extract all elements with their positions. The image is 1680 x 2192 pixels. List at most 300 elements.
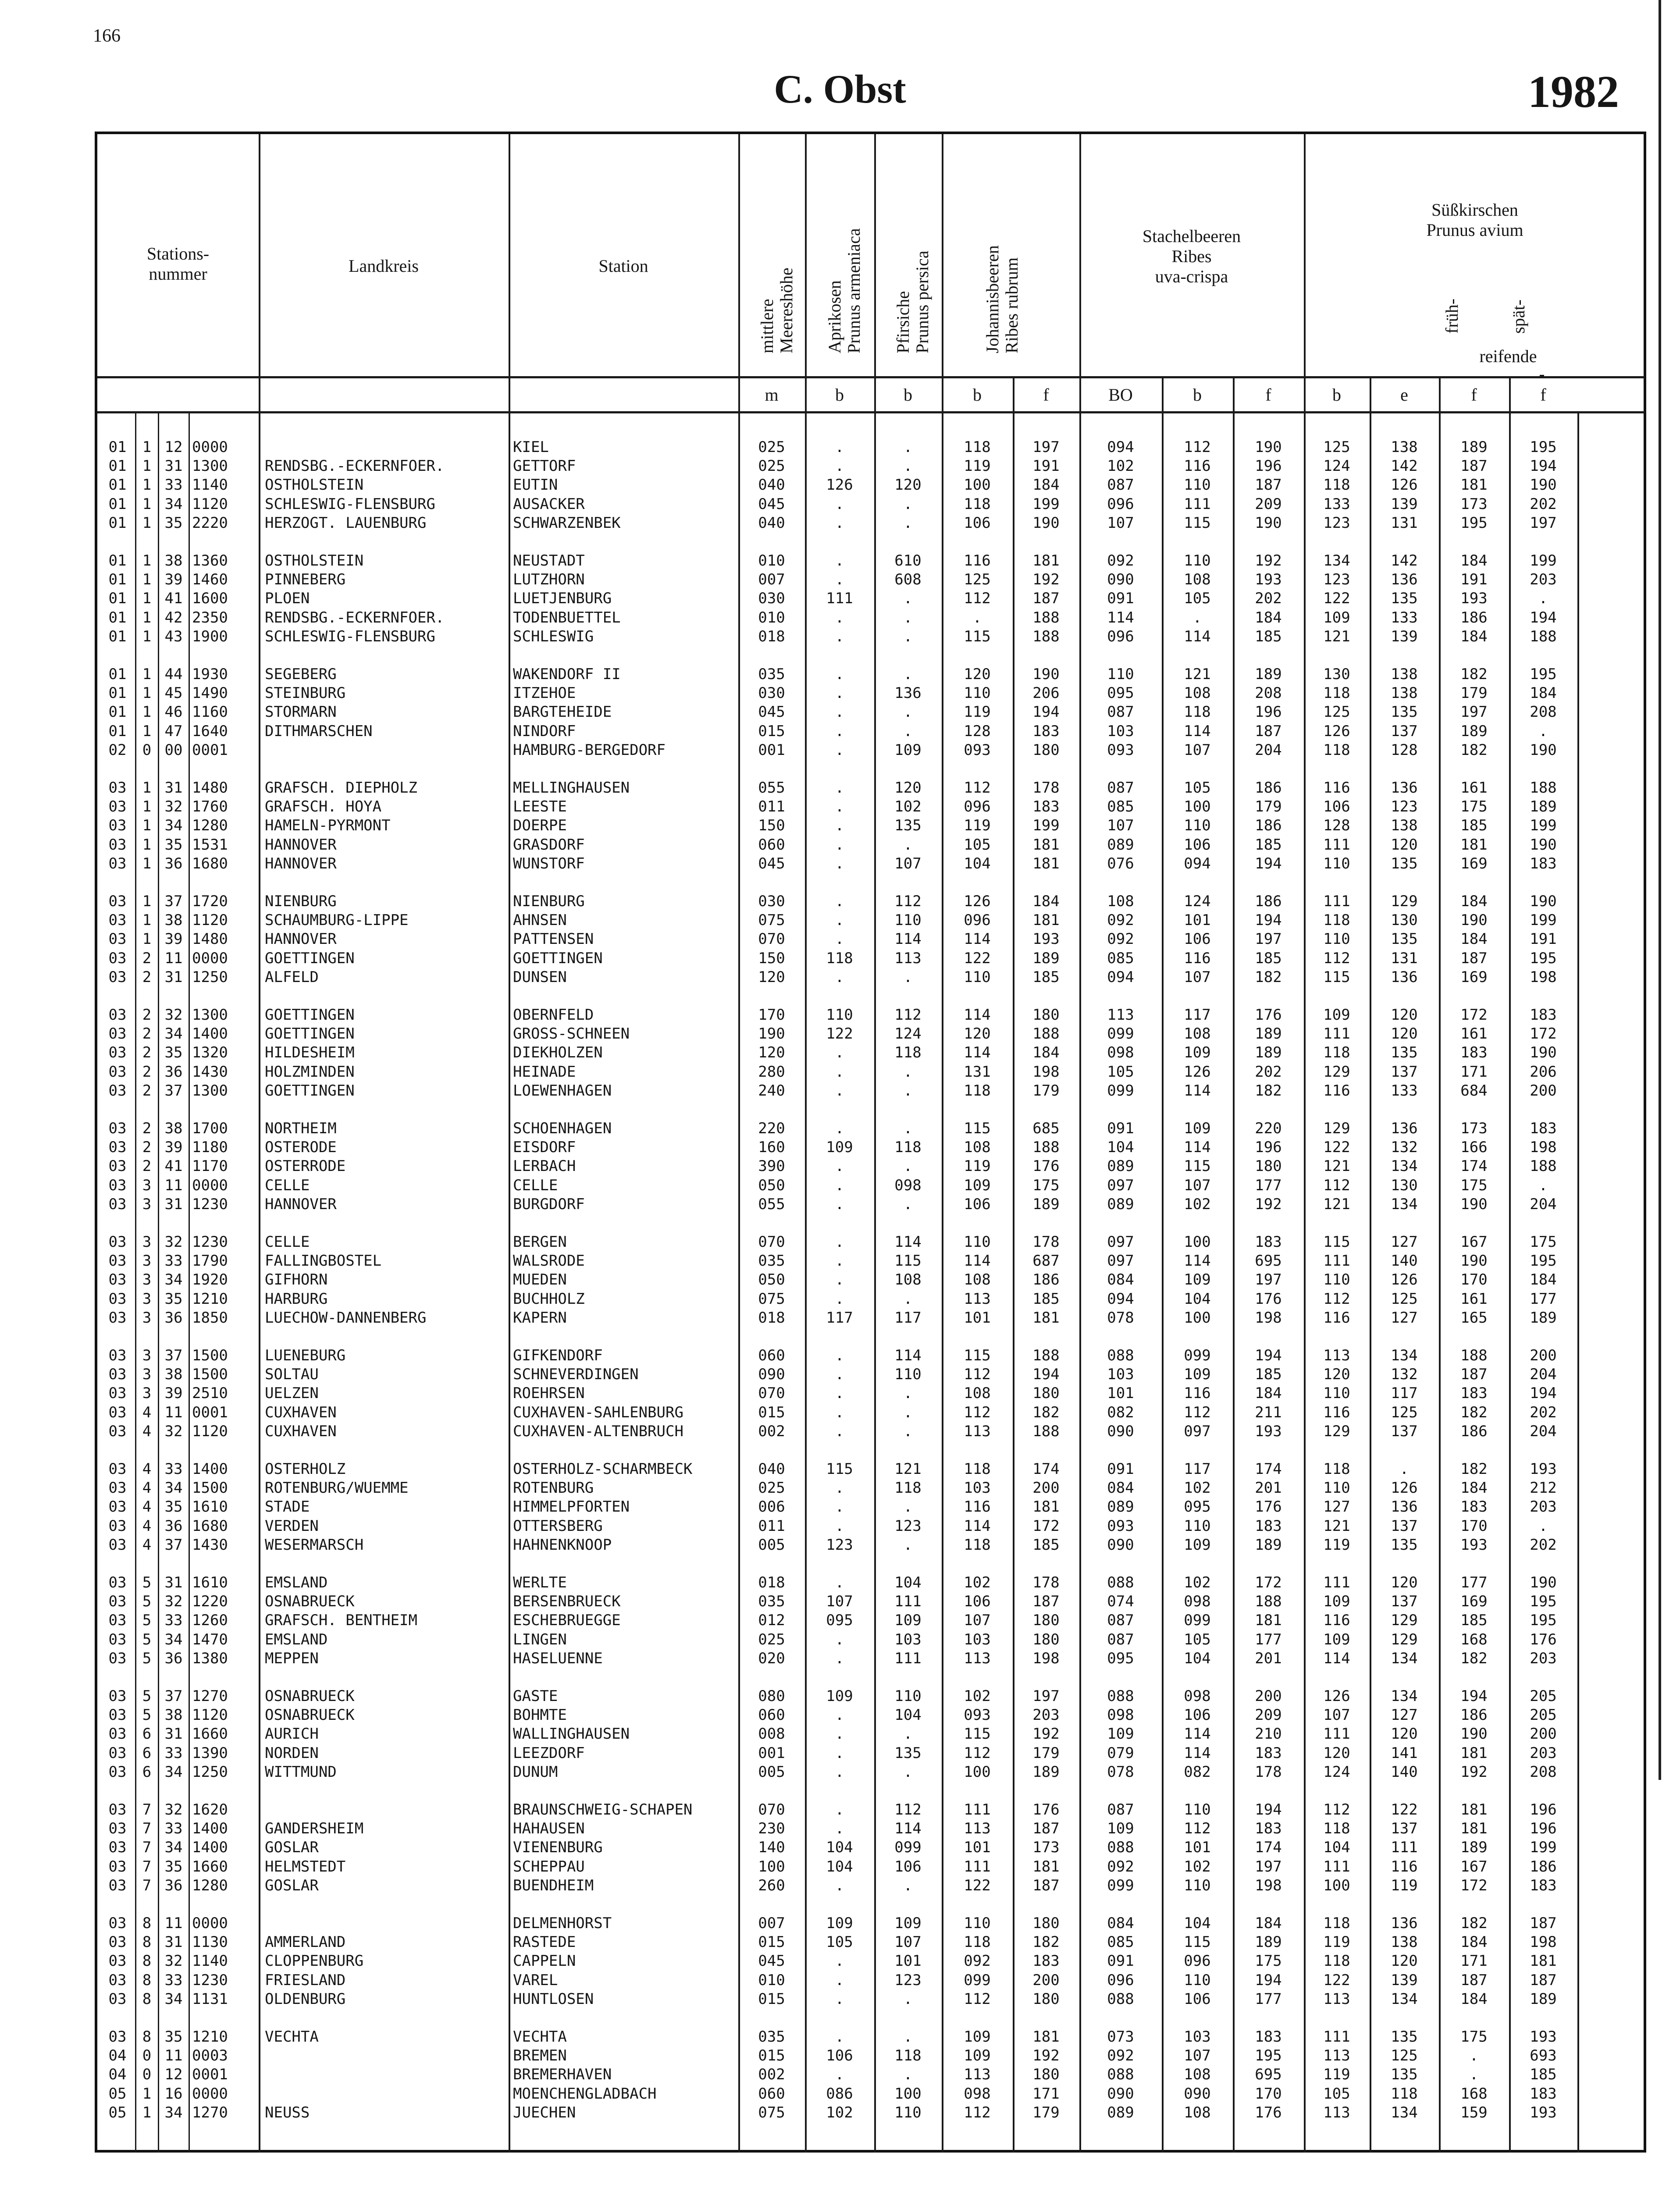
cell-kirsch-e: 137: [1391, 1517, 1418, 1535]
cell-aprikosen: 118: [826, 949, 853, 967]
cell-bezirk: 3: [142, 1195, 152, 1213]
cell-land: 03: [108, 817, 127, 835]
cell-stachel-f: 183: [1255, 1820, 1282, 1838]
cell-stachel-bo: 088: [1107, 1839, 1134, 1857]
cell-land: 03: [108, 1536, 127, 1554]
cell-land: 03: [108, 1044, 127, 1062]
cell-kirsch-b: 120: [1323, 1366, 1350, 1384]
cell-spaet-f: 190: [1530, 1044, 1557, 1062]
cell-aprikosen: .: [835, 1252, 844, 1270]
cell-johannis-f: 198: [1032, 1063, 1060, 1081]
cell-pfirsiche: 112: [894, 1801, 922, 1818]
header-hoehe-2: Meereshöhe: [776, 267, 796, 353]
cell-pfirsiche: 110: [894, 1687, 922, 1705]
cell-stachel-f: 187: [1255, 722, 1282, 740]
cell-station: GASTE: [513, 1687, 558, 1705]
cell-frueh-f: 182: [1460, 1914, 1488, 1932]
cell-land: 03: [108, 1649, 127, 1667]
cell-stachel-bo: 090: [1107, 2085, 1134, 2103]
cell-stachel-bo: 088: [1107, 1574, 1134, 1591]
cell-nummer: 1400: [192, 1025, 228, 1043]
cell-land: 03: [108, 1422, 127, 1440]
cell-nummer: 1480: [192, 930, 228, 948]
cell-nummer: 1920: [192, 1271, 228, 1289]
cell-landkreis: HANNOVER: [265, 1195, 337, 1213]
cell-landkreis: GANDERSHEIM: [265, 1820, 364, 1838]
cell-hoehe: 120: [758, 1044, 785, 1062]
cell-kirsch-e: 120: [1391, 1574, 1418, 1591]
cell-stachel-bo: 096: [1107, 627, 1134, 645]
cell-johannis-f: 171: [1032, 2085, 1060, 2103]
cell-hoehe: 045: [758, 1952, 785, 1970]
cell-station: CUXHAVEN-ALTENBRUCH: [513, 1422, 683, 1440]
cell-frueh-f: 161: [1460, 779, 1488, 797]
cell-spaet-f: 203: [1530, 571, 1557, 589]
cell-johannis-f: 181: [1032, 1498, 1060, 1516]
cell-johannis-f: 197: [1032, 438, 1060, 456]
cell-johannis-b: 125: [964, 571, 991, 589]
cell-kreis: 11: [164, 2047, 183, 2065]
cell-stachel-bo: 098: [1107, 1044, 1134, 1062]
cell-nummer: 2510: [192, 1384, 228, 1402]
cell-hoehe: 040: [758, 1460, 785, 1478]
cell-kirsch-e: 134: [1391, 1347, 1418, 1364]
cell-pfirsiche: 104: [894, 1574, 922, 1591]
cell-stachel-b: 116: [1184, 457, 1211, 475]
cell-kirsch-b: 114: [1323, 1649, 1350, 1667]
cell-stachel-bo: 097: [1107, 1233, 1134, 1251]
cell-johannis-f: 190: [1032, 665, 1060, 683]
cell-kreis: 35: [164, 2028, 183, 2046]
cell-spaet-f: .: [1538, 722, 1548, 740]
cell-spaet-f: 200: [1530, 1082, 1557, 1100]
table-row: [97, 1611, 1644, 1630]
header-station: Station: [598, 256, 648, 276]
cell-kreis: 32: [164, 1006, 183, 1024]
cell-aprikosen: .: [835, 1063, 844, 1081]
cell-land: 05: [108, 2085, 127, 2103]
cell-johannis-f: 188: [1032, 627, 1060, 645]
cell-frueh-f: 181: [1460, 476, 1488, 494]
cell-station: BUCHHOLZ: [513, 1290, 585, 1308]
cell-kreis: 32: [164, 1801, 183, 1818]
table-row: [97, 1289, 1644, 1309]
cell-bezirk: 2: [142, 968, 152, 986]
cell-kirsch-b: 113: [1323, 1990, 1350, 2008]
cell-stachel-b: 104: [1184, 1914, 1211, 1932]
cell-pfirsiche: .: [903, 608, 913, 626]
header-aprikosen-1: Aprikosen: [825, 280, 844, 353]
cell-johannis-f: 187: [1032, 1820, 1060, 1838]
cell-bezirk: 3: [142, 1309, 152, 1327]
cell-frueh-f: 185: [1460, 817, 1488, 835]
cell-pfirsiche: .: [903, 1498, 913, 1516]
table-row: [97, 1251, 1644, 1270]
cell-kreis: 32: [164, 1593, 183, 1611]
cell-stachel-f: 185: [1255, 1366, 1282, 1384]
cell-station: HAHAUSEN: [513, 1820, 585, 1838]
cell-aprikosen: .: [835, 1176, 844, 1194]
cell-kreis: 34: [164, 1630, 183, 1648]
cell-stachel-f: 202: [1255, 590, 1282, 608]
table-row: [97, 1005, 1644, 1025]
cell-stachel-bo: 108: [1107, 893, 1134, 910]
cell-stachel-f: 183: [1255, 1744, 1282, 1762]
cell-station: DOERPE: [513, 817, 567, 835]
cell-pfirsiche: 113: [894, 949, 922, 967]
cell-spaet-f: 190: [1530, 836, 1557, 854]
cell-stachel-f: 175: [1255, 1952, 1282, 1970]
cell-aprikosen: .: [835, 1517, 844, 1535]
cell-aprikosen: 107: [826, 1593, 853, 1611]
cell-kreis: 11: [164, 1914, 183, 1932]
cell-landkreis: OSTHOLSTEIN: [265, 552, 364, 569]
cell-hoehe: 001: [758, 1744, 785, 1762]
cell-aprikosen: 126: [826, 476, 853, 494]
cell-station: OSTERHOLZ-SCHARMBECK: [513, 1460, 693, 1478]
cell-aprikosen: 109: [826, 1687, 853, 1705]
cell-kirsch-e: 129: [1391, 893, 1418, 910]
cell-frueh-f: 185: [1460, 1612, 1488, 1630]
table-frame: [95, 132, 1646, 2153]
cell-spaet-f: 193: [1530, 2103, 1557, 2121]
cell-spaet-f: 202: [1530, 1403, 1557, 1421]
table-row: [97, 627, 1644, 646]
cell-frueh-f: 175: [1460, 2028, 1488, 2046]
cell-hoehe: 150: [758, 817, 785, 835]
cell-kirsch-e: 138: [1391, 1933, 1418, 1951]
cell-land: 03: [108, 1687, 127, 1705]
cell-kirsch-e: 127: [1391, 1233, 1418, 1251]
cell-kirsch-e: 136: [1391, 968, 1418, 986]
cell-frueh-f: 183: [1460, 1498, 1488, 1516]
cell-aprikosen: 109: [826, 1914, 853, 1932]
cell-nummer: 1790: [192, 1252, 228, 1270]
cell-hoehe: 025: [758, 1479, 785, 1497]
cell-kirsch-e: 137: [1391, 722, 1418, 740]
cell-frueh-f: 183: [1460, 1384, 1488, 1402]
cell-pfirsiche: 608: [894, 571, 922, 589]
cell-stachel-f: 189: [1255, 1536, 1282, 1554]
cell-kirsch-b: 110: [1323, 1271, 1350, 1289]
cell-kirsch-e: 142: [1391, 457, 1418, 475]
cell-pfirsiche: 120: [894, 779, 922, 797]
cell-kreis: 12: [164, 438, 183, 456]
cell-kreis: 47: [164, 722, 183, 740]
cell-johannis-f: 188: [1032, 1025, 1060, 1043]
cell-landkreis: CELLE: [265, 1176, 310, 1194]
cell-johannis-b: 113: [964, 1649, 991, 1667]
cell-landkreis: GOSLAR: [265, 1876, 319, 1894]
cell-stachel-bo: 087: [1107, 1801, 1134, 1818]
cell-spaet-f: 185: [1530, 2066, 1557, 2084]
cell-frueh-f: 189: [1460, 722, 1488, 740]
cell-land: 03: [108, 1971, 127, 1989]
cell-stachel-b: 108: [1184, 2103, 1211, 2121]
cell-landkreis: NORTHEIM: [265, 1120, 337, 1137]
cell-landkreis: SOLTAU: [265, 1366, 319, 1384]
cell-johannis-f: 198: [1032, 1649, 1060, 1667]
header-stachelbeeren: Stachelbeeren Ribes uva-crispa: [1142, 226, 1241, 286]
cell-johannis-f: 187: [1032, 590, 1060, 608]
cell-spaet-f: 188: [1530, 1157, 1557, 1175]
table-row: [97, 1573, 1644, 1592]
cell-station: GROSS-SCHNEEN: [513, 1025, 630, 1043]
cell-frueh-f: 189: [1460, 438, 1488, 456]
table-row: [97, 1744, 1644, 1763]
cell-landkreis: SCHLESWIG-FLENSBURG: [265, 495, 435, 513]
cell-kreis: 37: [164, 1347, 183, 1364]
col-sep: [1304, 134, 1306, 411]
cell-kreis: 34: [164, 817, 183, 835]
cell-hoehe: 025: [758, 457, 785, 475]
cell-johannis-b: 109: [964, 2028, 991, 2046]
cell-station: MELLINGHAUSEN: [513, 779, 630, 797]
cell-johannis-f: 197: [1032, 1687, 1060, 1705]
cell-bezirk: 8: [142, 1990, 152, 2008]
cell-stachel-b: 107: [1184, 2047, 1211, 2065]
cell-kirsch-b: 129: [1323, 1120, 1350, 1137]
cell-spaet-f: 199: [1530, 1839, 1557, 1857]
cell-kirsch-b: 119: [1323, 1933, 1350, 1951]
unit-b: b: [1332, 385, 1341, 405]
cell-station: GOETTINGEN: [513, 949, 603, 967]
cell-stachel-f: 208: [1255, 684, 1282, 702]
cell-hoehe: 390: [758, 1157, 785, 1175]
cell-stachel-bo: 109: [1107, 1725, 1134, 1743]
cell-johannis-b: 106: [964, 514, 991, 532]
cell-bezirk: 0: [142, 741, 152, 759]
cell-hoehe: 060: [758, 1706, 785, 1724]
cell-johannis-b: 112: [964, 1744, 991, 1762]
table-row: [97, 1800, 1644, 1819]
cell-nummer: 1270: [192, 1687, 228, 1705]
cell-kreis: 16: [164, 2085, 183, 2103]
cell-spaet-f: 199: [1530, 817, 1557, 835]
cell-nummer: 1430: [192, 1536, 228, 1554]
cell-kreis: 31: [164, 968, 183, 986]
page-edge-line: [1659, 0, 1661, 1780]
cell-land: 03: [108, 893, 127, 910]
cell-johannis-f: 179: [1032, 1744, 1060, 1762]
table-row: [97, 1989, 1644, 2009]
cell-kreis: 32: [164, 798, 183, 816]
cell-kreis: 35: [164, 836, 183, 854]
cell-hoehe: 075: [758, 1290, 785, 1308]
cell-aprikosen: .: [835, 457, 844, 475]
cell-hoehe: 010: [758, 608, 785, 626]
cell-nummer: 1680: [192, 1517, 228, 1535]
cell-station: AHNSEN: [513, 911, 567, 929]
cell-hoehe: 018: [758, 1309, 785, 1327]
cell-spaet-f: .: [1538, 1176, 1548, 1194]
cell-stachel-bo: 094: [1107, 438, 1134, 456]
cell-nummer: 1300: [192, 1082, 228, 1100]
table-row: [97, 665, 1644, 684]
unit-b: b: [1193, 385, 1202, 405]
cell-kirsch-b: 124: [1323, 1763, 1350, 1781]
cell-land: 03: [108, 1933, 127, 1951]
cell-landkreis: HERZOGT. LAUENBURG: [265, 514, 427, 532]
cell-stachel-f: 190: [1255, 438, 1282, 456]
cell-johannis-b: 110: [964, 968, 991, 986]
cell-frueh-f: 172: [1460, 1876, 1488, 1894]
cell-stachel-b: 105: [1184, 779, 1211, 797]
cell-spaet-f: 693: [1530, 2047, 1557, 2065]
cell-johannis-f: 181: [1032, 854, 1060, 872]
cell-spaet-f: 183: [1530, 1006, 1557, 1024]
cell-frueh-f: 171: [1460, 1952, 1488, 1970]
cell-nummer: 1400: [192, 1839, 228, 1857]
cell-stachel-bo: 092: [1107, 911, 1134, 929]
cell-pfirsiche: .: [903, 703, 913, 721]
cell-station: HUNTLOSEN: [513, 1990, 594, 2008]
cell-kreis: 34: [164, 1839, 183, 1857]
cell-hoehe: 070: [758, 1233, 785, 1251]
cell-stachel-f: 195: [1255, 2047, 1282, 2065]
cell-johannis-f: 182: [1032, 1933, 1060, 1951]
cell-hoehe: 230: [758, 1820, 785, 1838]
cell-bezirk: 1: [142, 836, 152, 854]
cell-stachel-f: 194: [1255, 854, 1282, 872]
cell-spaet-f: 181: [1530, 1952, 1557, 1970]
cell-aprikosen: .: [835, 1574, 844, 1591]
cell-pfirsiche: .: [903, 1990, 913, 2008]
cell-stachel-b: 098: [1184, 1593, 1211, 1611]
cell-station: BRAUNSCHWEIG-SCHAPEN: [513, 1801, 693, 1818]
cell-station: NEUSTADT: [513, 552, 585, 569]
cell-land: 01: [108, 627, 127, 645]
cell-frueh-f: 173: [1460, 495, 1488, 513]
cell-stachel-f: 198: [1255, 1309, 1282, 1327]
cell-kirsch-e: 139: [1391, 627, 1418, 645]
cell-aprikosen: .: [835, 1347, 844, 1364]
cell-land: 03: [108, 1176, 127, 1194]
cell-landkreis: GRAFSCH. DIEPHOLZ: [265, 779, 417, 797]
cell-station: ITZEHOE: [513, 684, 576, 702]
cell-kirsch-e: 136: [1391, 1120, 1418, 1137]
cell-kirsch-b: 121: [1323, 627, 1350, 645]
cell-stachel-b: 096: [1184, 1952, 1211, 1970]
table-row: [97, 1176, 1644, 1195]
cell-johannis-b: 122: [964, 949, 991, 967]
table-row: [97, 475, 1644, 495]
cell-pfirsiche: 114: [894, 1820, 922, 1838]
cell-stachel-bo: 078: [1107, 1309, 1134, 1327]
cell-land: 03: [108, 1366, 127, 1384]
cell-nummer: 1900: [192, 627, 228, 645]
cell-bezirk: 7: [142, 1820, 152, 1838]
cell-aprikosen: .: [835, 1384, 844, 1402]
cell-johannis-f: 181: [1032, 552, 1060, 569]
table-row: [97, 1497, 1644, 1516]
cell-nummer: 0003: [192, 2047, 228, 2065]
cell-bezirk: 2: [142, 1006, 152, 1024]
cell-bezirk: 2: [142, 949, 152, 967]
cell-kirsch-e: 122: [1391, 1801, 1418, 1818]
cell-land: 01: [108, 514, 127, 532]
cell-kirsch-e: 139: [1391, 495, 1418, 513]
table-row: [97, 1535, 1644, 1555]
cell-stachel-b: 100: [1184, 798, 1211, 816]
cell-stachel-b: 102: [1184, 1858, 1211, 1875]
header-frueh: früh-: [1442, 299, 1462, 334]
cell-johannis-f: 188: [1032, 1139, 1060, 1156]
cell-kirsch-e: 140: [1391, 1763, 1418, 1781]
cell-frueh-f: 184: [1460, 552, 1488, 569]
cell-station: BREMEN: [513, 2047, 567, 2065]
cell-johannis-f: 173: [1032, 1839, 1060, 1857]
cell-spaet-f: 204: [1530, 1422, 1557, 1440]
cell-stachel-bo: 095: [1107, 1649, 1134, 1667]
cell-hoehe: 045: [758, 495, 785, 513]
cell-kirsch-e: 118: [1391, 2085, 1418, 2103]
cell-nummer: 2220: [192, 514, 228, 532]
cell-spaet-f: 176: [1530, 1630, 1557, 1648]
cell-land: 03: [108, 911, 127, 929]
cell-nummer: 1210: [192, 2028, 228, 2046]
table-row: [97, 1592, 1644, 1611]
cell-johannis-f: 181: [1032, 2028, 1060, 2046]
unit-b: b: [973, 385, 982, 405]
table-row: [97, 2084, 1644, 2103]
cell-pfirsiche: 118: [894, 1479, 922, 1497]
cell-pfirsiche: 118: [894, 2047, 922, 2065]
cell-land: 04: [108, 2047, 127, 2065]
cell-bezirk: 2: [142, 1120, 152, 1137]
cell-pfirsiche: 110: [894, 2103, 922, 2121]
cell-nummer: 2350: [192, 608, 228, 626]
cell-land: 01: [108, 571, 127, 589]
cell-stachel-f: 196: [1255, 457, 1282, 475]
cell-kirsch-e: 134: [1391, 1687, 1418, 1705]
cell-landkreis: NIENBURG: [265, 893, 337, 910]
cell-kirsch-e: 139: [1391, 1971, 1418, 1989]
cell-aprikosen: .: [835, 1290, 844, 1308]
cell-johannis-b: 131: [964, 1063, 991, 1081]
cell-stachel-f: 170: [1255, 2085, 1282, 2103]
cell-land: 03: [108, 836, 127, 854]
cell-landkreis: NEUSS: [265, 2103, 310, 2121]
cell-johannis-b: 102: [964, 1574, 991, 1591]
cell-pfirsiche: .: [903, 514, 913, 532]
cell-stachel-f: 200: [1255, 1687, 1282, 1705]
cell-frueh-f: 190: [1460, 911, 1488, 929]
cell-spaet-f: 187: [1530, 1914, 1557, 1932]
cell-kirsch-b: 111: [1323, 836, 1350, 854]
cell-stachel-bo: 084: [1107, 1271, 1134, 1289]
cell-kreis: 32: [164, 1952, 183, 1970]
cell-pfirsiche: 109: [894, 1612, 922, 1630]
table-row: [97, 1819, 1644, 1838]
cell-station: SCHLESWIG: [513, 627, 594, 645]
cell-hoehe: 045: [758, 854, 785, 872]
cell-landkreis: SEGEBERG: [265, 665, 337, 683]
cell-kirsch-b: 116: [1323, 779, 1350, 797]
cell-aprikosen: .: [835, 817, 844, 835]
cell-johannis-b: 113: [964, 1422, 991, 1440]
cell-kirsch-b: 118: [1323, 684, 1350, 702]
cell-nummer: 1490: [192, 684, 228, 702]
cell-stachel-f: 201: [1255, 1479, 1282, 1497]
cell-station: DUNUM: [513, 1763, 558, 1781]
cell-hoehe: 010: [758, 552, 785, 569]
cell-aprikosen: .: [835, 703, 844, 721]
cell-stachel-bo: 099: [1107, 1876, 1134, 1894]
cell-pfirsiche: 098: [894, 1176, 922, 1194]
table-row: [97, 1705, 1644, 1725]
cell-johannis-f: 182: [1032, 1403, 1060, 1421]
